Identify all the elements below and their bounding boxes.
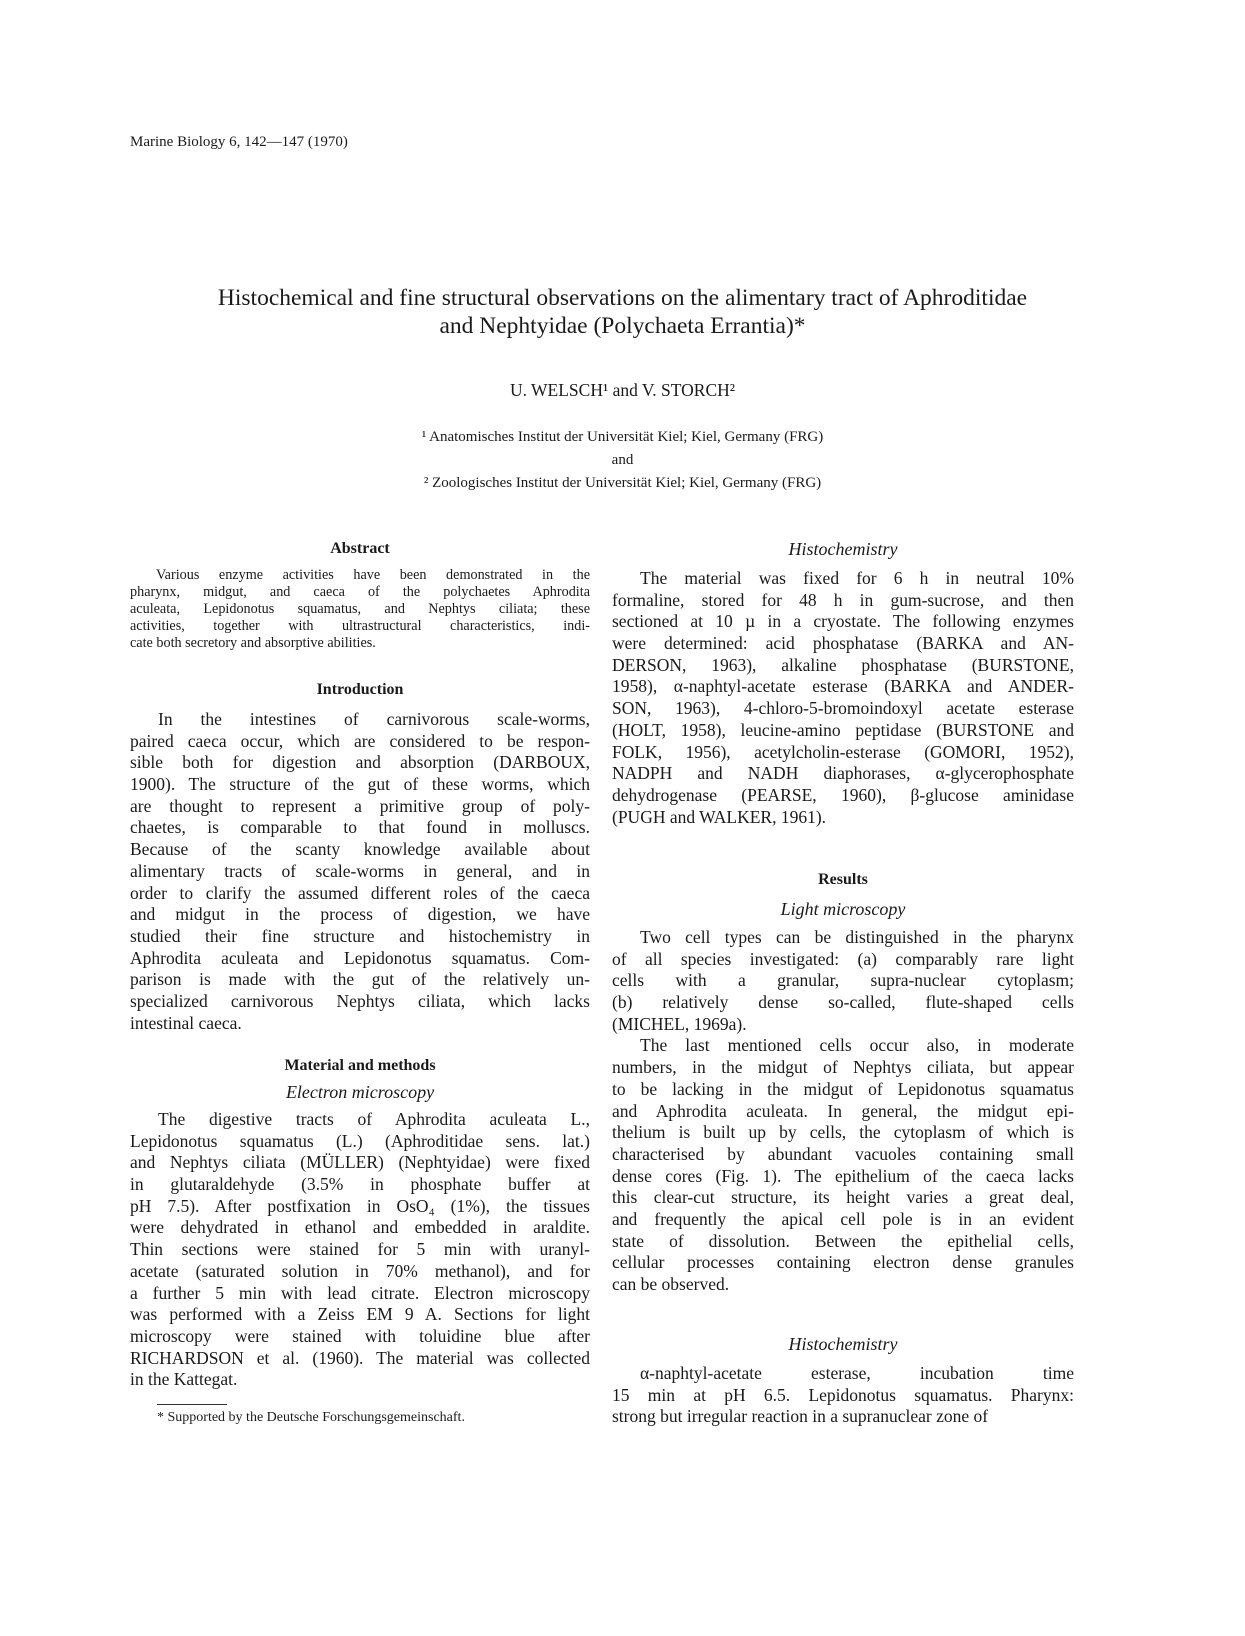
- introduction-body: [130, 709, 590, 1034]
- methods-heading: Material and methods: [284, 1057, 436, 1074]
- text-line: RICHARDSON et al. (1960). The material was collected: [130, 1347, 590, 1368]
- article-title: [100, 284, 1145, 340]
- footnote: * Supported by the Deutsche Forschungsgemeinschaft.: [157, 1410, 465, 1425]
- paragraph: [612, 568, 1074, 828]
- text-line: cells with a granular, supra-nuclear cytoplasm;: [612, 970, 1074, 991]
- results-histochemistry-subheading: Histochemistry: [788, 1334, 898, 1354]
- text-line: dehydrogenase (PEARSE, 1960), β-glucose aminidase: [612, 784, 1074, 805]
- text-line: specialized carnivorous Nephtys ciliata, which lacks: [130, 990, 590, 1011]
- text-line: and Nephtys ciliata (MÜLLER) (Nephtyidae) were fixed: [130, 1152, 590, 1173]
- text-line: are thought to represent a primitive group of poly-: [130, 795, 590, 816]
- results-subheading: Light microscopy: [780, 899, 906, 919]
- paragraph: [612, 1363, 1074, 1428]
- text-line: 1958), α-naphtyl-acetate esterase (BARKA and ANDER-: [612, 676, 1074, 697]
- text-line: and frequently the apical cell pole is in an evident: [612, 1208, 1074, 1229]
- text-line: were dehydrated in ethanol and embedded in araldite.: [130, 1217, 590, 1238]
- text-line: state of dissolution. Between the epithelial cells,: [612, 1230, 1074, 1251]
- results-section: [612, 869, 1074, 1296]
- authors: U. WELSCH¹ and V. STORCH²: [509, 380, 736, 400]
- text-line: characterised by abundant vacuoles containing small: [612, 1143, 1074, 1164]
- text-line: in the Kattegat.: [130, 1369, 238, 1390]
- footnote-rule: [157, 1404, 227, 1405]
- text-line: was performed with a Zeiss EM 9 A. Sections for light: [130, 1304, 590, 1325]
- text-line: a further 5 min with lead citrate. Electron microscopy: [130, 1282, 590, 1303]
- text-line: paired caeca occur, which are considered to be respon-: [130, 730, 590, 751]
- histochemistry-body: [612, 568, 1074, 828]
- affiliation: ¹ Anatomisches Institut der Universität Kiel; Kiel, Germany (FRG): [421, 429, 824, 445]
- abstract-heading: Abstract: [330, 540, 390, 557]
- paragraph: [130, 1109, 590, 1391]
- text-line: 1900). The structure of the gut of these worms, which: [130, 774, 590, 795]
- text-line: dense cores (Fig. 1). The epithelium of the caeca lacks: [612, 1165, 1074, 1186]
- text-line: of all species investigated: (a) comparably rare light: [612, 948, 1074, 969]
- paragraph: [130, 709, 590, 1034]
- text-line: Aphrodita aculeata and Lepidonotus squamatus. Com-: [130, 947, 590, 968]
- methods-section: [130, 1055, 590, 1391]
- results-body: [612, 927, 1074, 1296]
- text-line: and midgut in the process of digestion, we have: [130, 904, 590, 925]
- text-line: can be observed.: [612, 1274, 730, 1294]
- text-line: acetate (saturated solution in 70% methanol), and for: [130, 1260, 590, 1281]
- text-line: and Aphrodita aculeata. In general, the midgut epi-: [612, 1100, 1074, 1121]
- text-line: 15 min at pH 6.5. Lepidonotus squamatus. Pharynx:: [612, 1384, 1074, 1405]
- text-line: The material was fixed for 6 h in neutral 10%: [640, 568, 1074, 588]
- text-line: numbers, in the midgut of Nephtys ciliata, but appear: [612, 1057, 1074, 1078]
- histochemistry-section: [612, 537, 1074, 828]
- text-line: In the intestines of carnivorous scale-worms,: [158, 709, 590, 729]
- methods-body: [130, 1109, 590, 1391]
- results-histochemistry-body: [612, 1363, 1074, 1428]
- text-line: parison is made with the gut of the relatively un-: [130, 969, 590, 990]
- text-line: to be lacking in the midgut of Lepidonotus squamatus: [612, 1078, 1074, 1099]
- text-line: microscopy were stained with toluidine blue after: [130, 1325, 590, 1346]
- paragraph: [130, 567, 590, 652]
- text-line: thelium is built up by cells, the cytoplasm of which is: [612, 1122, 1074, 1143]
- paragraph: [612, 927, 1074, 1035]
- text-line: (HOLT, 1958), leucine-amino peptidase (BURSTONE and: [612, 719, 1074, 740]
- text-line: cellular processes containing electron dense granules: [612, 1252, 1074, 1273]
- text-line: sectioned at 10 µ in a cryostate. The following enzymes: [612, 611, 1074, 632]
- journal-citation: Marine Biology 6, 142—147 (1970): [130, 134, 348, 150]
- introduction-section: [130, 679, 590, 1034]
- text-line: α-naphtyl-acetate esterase, incubation time: [640, 1363, 1074, 1383]
- text-line: Lepidonotus squamatus (L.) (Aphroditidae sens. lat.): [130, 1130, 590, 1151]
- text-line: alimentary tracts of scale-worms in general, and in: [130, 860, 590, 881]
- title-line: and Nephtyidae (Polychaeta Errantia)*: [439, 313, 806, 339]
- text-line: sible both for digestion and absorption (DARBOUX,: [130, 752, 590, 773]
- paragraph: [612, 1035, 1074, 1295]
- text-line: FOLK, 1956), acetylcholin-esterase (GOMORI, 1952),: [612, 741, 1074, 762]
- text-line: Two cell types can be distinguished in the pharynx: [640, 927, 1074, 947]
- introduction-heading: Introduction: [316, 681, 404, 698]
- text-line: Various enzyme activities have been demonstrated in the: [156, 567, 590, 583]
- affiliation-and: and: [611, 452, 634, 468]
- text-line: intestinal caeca.: [130, 1012, 242, 1033]
- affiliation: ² Zoologisches Institut der Universität Kiel; Kiel, Germany (FRG): [423, 475, 822, 491]
- results-heading: Results: [818, 871, 868, 888]
- text-line: formaline, stored for 48 h in gum-sucrose, and then: [612, 589, 1074, 610]
- text-line: SON, 1963), 4-chloro-5-bromoindoxyl acetate esterase: [612, 698, 1074, 719]
- text-line: were determined: acid phosphatase (BARKA and AN-: [612, 633, 1074, 654]
- abstract-body: [130, 567, 590, 652]
- text-line: order to clarify the assumed different roles of the caeca: [130, 882, 590, 903]
- text-line: NADPH and NADH diaphorases, α-glycerophosphate: [612, 763, 1074, 784]
- text-line: (MICHEL, 1969a).: [612, 1013, 747, 1034]
- title-line: Histochemical and fine structural observations on the alimentary tract of Aphroditidae: [217, 285, 1028, 311]
- text-line: in glutaraldehyde (3.5% in phosphate buffer at: [130, 1174, 590, 1195]
- text-line: Because of the scanty knowledge available about: [130, 839, 590, 860]
- text-line: this clear-cut structure, its height varies a great deal,: [612, 1187, 1074, 1208]
- text-line: chaetes, is comparable to that found in molluscs.: [130, 817, 590, 838]
- results-histochemistry-section: [612, 1332, 1074, 1428]
- text-line: cate both secretory and absorptive abilities.: [130, 635, 376, 651]
- text-line: Thin sections were stained for 5 min with uranyl-: [130, 1239, 590, 1260]
- text-line: (PUGH and WALKER, 1961).: [612, 806, 827, 827]
- text-line: studied their fine structure and histochemistry in: [130, 925, 590, 946]
- text-line: strong but irregular reaction in a supranuclear zone of: [612, 1406, 989, 1427]
- histochemistry-subheading: Histochemistry: [788, 539, 898, 559]
- text-line: The last mentioned cells occur also, in moderate: [640, 1035, 1074, 1056]
- text-line: activities, together with ultrastructural characteristics, indi-: [130, 618, 590, 634]
- text-line: DERSON, 1963), alkaline phosphatase (BURSTONE,: [612, 654, 1074, 675]
- affiliations: [100, 426, 1145, 495]
- text-line: pH 7.5). After postfixation in OsO₄ (1%), the tissues: [130, 1195, 590, 1216]
- abstract-section: [130, 538, 590, 652]
- text-line: pharynx, midgut, and caeca of the polychaetes Aphrodita: [130, 584, 590, 600]
- text-line: aculeata, Lepidonotus squamatus, and Nephtys ciliata; these: [130, 601, 590, 617]
- text-line: The digestive tracts of Aphrodita aculeata L.,: [158, 1109, 590, 1129]
- methods-subheading: Electron microscopy: [285, 1082, 435, 1102]
- text-line: (b) relatively dense so-called, flute-shaped cells: [612, 992, 1074, 1013]
